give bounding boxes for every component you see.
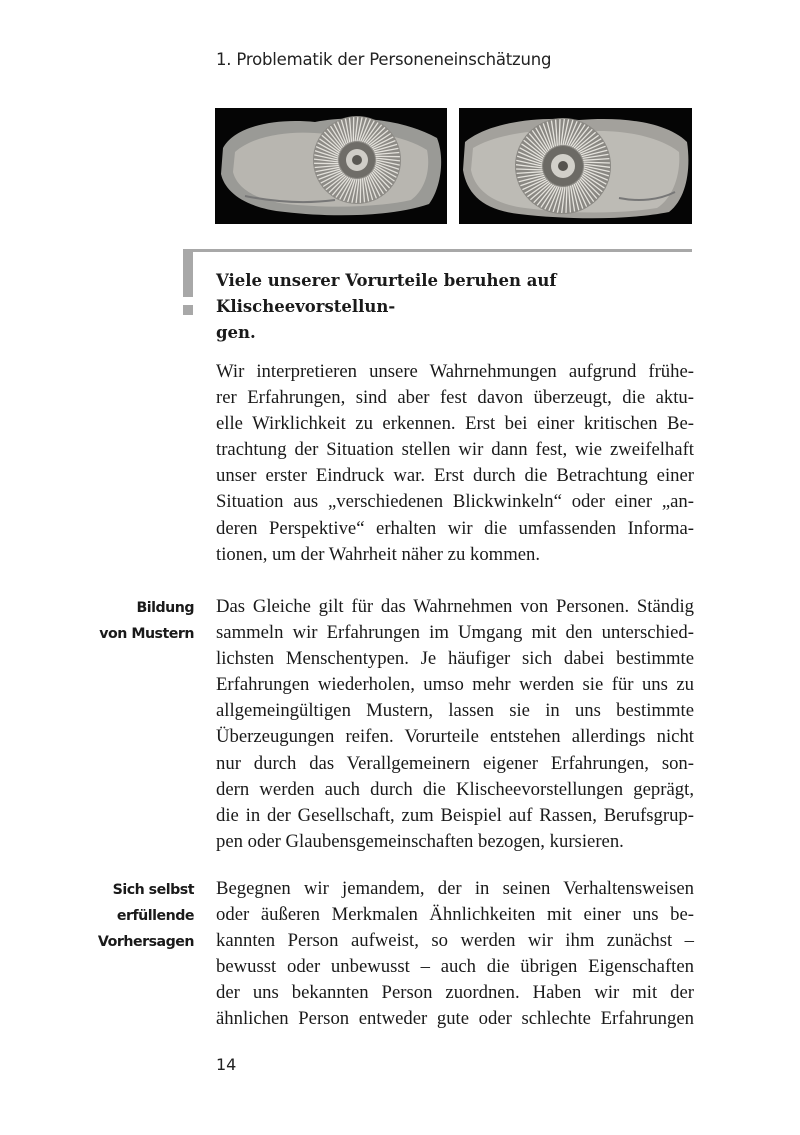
callout-line: gen. — [216, 323, 256, 342]
text-line: Wir interpretieren unsere Wahrnehmungen aufgrund frühe- — [216, 361, 694, 382]
text-line: Überzeugungen reifen. Vorurteile entstehen allerdings nicht — [216, 726, 694, 748]
running-head: 1. Problematik der Personeneinschätzung — [216, 50, 552, 69]
text-line: dern werden auch durch die Klischeevorstellungen geprägt, — [216, 778, 694, 800]
exclamation-dot-icon — [183, 305, 193, 315]
text-line: lichsten Menschentypen. Je häufiger sich dabei bestimmte — [216, 648, 694, 670]
ammonite-fossil-image-right — [459, 108, 692, 224]
text-line: Erfahrungen wiederholen, umso mehr werden sie für uns zu — [216, 674, 694, 696]
body-paragraph — [216, 359, 694, 568]
text-line: Begegnen wir jemandem, der in seinen Verhaltensweisen — [216, 878, 694, 899]
margin-note-line: Sich selbst — [112, 882, 194, 898]
callout-rule — [193, 249, 692, 252]
text-line: allgemeingültigen Mustern, lassen sie in uns bestimmte — [216, 700, 694, 722]
text-line: unser erster Eindruck war. Erst durch die Betrachtung einer — [216, 465, 694, 487]
body-paragraph — [216, 876, 694, 1033]
text-line: ähnlichen Person entweder gute oder schlechte Erfahrungen — [216, 1008, 694, 1030]
text-line: rer Erfahrungen, sind aber fest davon überzeugt, die aktu- — [216, 387, 694, 409]
exclamation-mark-icon — [183, 249, 193, 297]
text-line: nur durch das Verallgemeinern eigener Erfahrungen, son- — [216, 752, 694, 774]
text-line: der uns bekannten Person zuordnen. Haben wir mit der — [216, 982, 694, 1004]
text-line: pen oder Glaubensgemeinschaften bezogen, kursieren. — [216, 830, 624, 852]
text-line: Das Gleiche gilt für das Wahrnehmen von Personen. Ständig — [216, 596, 694, 617]
fossil-photo-left — [215, 108, 447, 224]
callout-line: Viele unserer Vorurteile beruhen auf Klischeevorstellun- — [216, 271, 557, 316]
text-line: sammeln wir Erfahrungen im Umgang mit den unterschied- — [216, 622, 694, 644]
text-line: deren Perspektive“ erhalten wir die umfassenden Informa- — [216, 517, 694, 539]
text-line: kannten Person aufweist, so werden wir ihm zunächst – — [216, 930, 694, 952]
text-line: tionen, um der Wahrheit näher zu kommen. — [216, 543, 541, 565]
ammonite-fossil-image-left — [215, 108, 447, 224]
body-paragraph — [216, 594, 694, 855]
text-line: die in der Gesellschaft, zum Beispiel auf Rassen, Berufsgrup- — [216, 804, 694, 826]
margin-note-line: Vorhersagen — [97, 934, 194, 951]
margin-note-line: von Mustern — [99, 626, 194, 643]
text-line: bewusst oder unbewusst – auch die übrigen Eigenschaften — [216, 956, 694, 978]
text-line: Situation aus „verschiedenen Blickwinkeln“ oder einer „an- — [216, 491, 694, 513]
text-line: trachtung der Situation stellen wir dann fest, wie zweifelhaft — [216, 439, 694, 461]
margin-note-bildung — [99, 595, 194, 647]
page-number: 14 — [216, 1055, 237, 1074]
callout-statement — [216, 268, 692, 346]
text-line: elle Wirklichkeit zu erkennen. Erst bei einer kritischen Be- — [216, 413, 694, 435]
margin-note-line: Bildung — [136, 600, 194, 616]
fossil-photo-right — [459, 108, 692, 224]
margin-note-vorhersagen — [98, 877, 194, 955]
margin-note-line: erfüllende — [116, 908, 194, 925]
text-line: oder äußeren Merkmalen Ähnlichkeiten mit einer uns be- — [216, 904, 694, 926]
